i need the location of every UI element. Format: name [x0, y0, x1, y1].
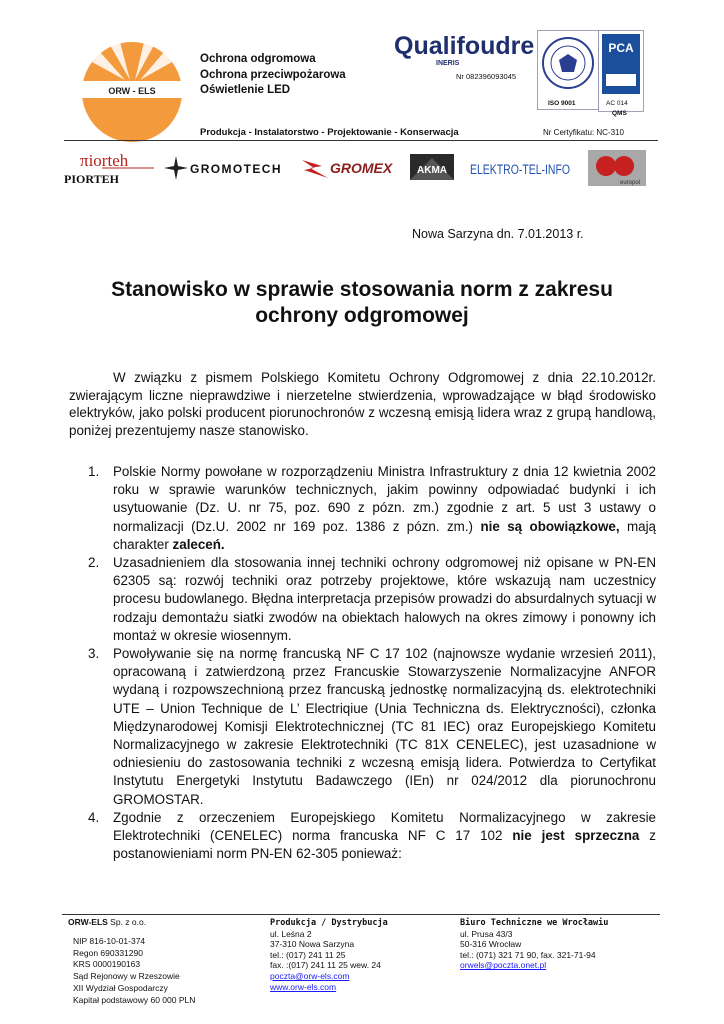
item-text: Zgodnie z orzeczeniem Europejskiego Komitetu Normalizacyjnego w zakresie Elektrotechniki (CENELEC) norma francuska NF C 17 102 [113, 809, 656, 844]
service-item: Oświetlenie LED [200, 84, 291, 96]
iso-label: ISO 9001 [548, 100, 576, 107]
certificate-number: Nr Certyfikatu: NC-310 [543, 128, 624, 137]
production-line: tel.: (017) 241 11 25 [270, 949, 346, 960]
gromotech-text: GROMOTECH [190, 162, 282, 176]
company-line: Sąd Rejonowy w Rzeszowie [73, 971, 180, 982]
title-line: ochrony odgromowej [255, 304, 469, 327]
letter-title [60, 277, 664, 329]
akma-text: AKMA [417, 165, 447, 176]
office-line: ul. Prusa 43/3 [460, 928, 513, 939]
piorteh-logo [62, 148, 158, 188]
header-services [200, 52, 346, 99]
qualifoudre-number: Nr 082396093045 [456, 72, 517, 81]
gromex-logo [300, 148, 392, 188]
orw-els-logo [80, 40, 184, 144]
item-text: Uzasadnieniem dla stosowania innej techniki ochrony odgromowej niż opisane w PN-EN 62305 są: rozwój techniki oraz potrzeby projektowe, które wskazują nam uczestnicy procesu budowlanego. Błędna interpretacja przepisów prowadzi do absurdalnych sytuacji w rodzaju demontażu siatki zwodów na obiektach halowych na okres zimowy i ponowny ich montaż w okresie wiosennym. [113, 555, 656, 643]
item-number: 2. [88, 555, 100, 571]
intro-paragraph: W związku z pismem Polskiego Komitetu Ochrony Odgromowej z dnia 22.10.2012r. zwierającym liczne nieprawdziwe i nierzetelne stwierdzenia, wprowadzające w błąd środowisko elektryków, jako polski producent piorunochronów z wczesną emisją lidera wraz z grupą handlową, poniżej prezentujemy nasze stanowisko. [69, 370, 656, 438]
pca-text: PCA [608, 41, 634, 55]
footer-wroclaw-office [460, 918, 608, 971]
europol-text: europol [620, 180, 641, 186]
header-divider [64, 140, 658, 141]
logo-text: ORW - ELS [108, 86, 156, 96]
list-item [88, 645, 656, 809]
footer-divider [62, 914, 660, 915]
company-line: Kapitał podstawowy 60 000 PLN [73, 994, 196, 1005]
production-line: ul. Leśna 2 [270, 928, 312, 939]
europol-logo [584, 148, 650, 188]
item-text: mają charakter [113, 518, 656, 552]
iso-9001-seal [537, 30, 599, 110]
office-heading: Biuro Techniczne we Wrocławiu [460, 918, 609, 928]
qualifoudre-sub: INERIS [436, 60, 460, 67]
company-line: Regon 690331290 [73, 947, 143, 958]
company-form: Sp. z o.o. [107, 917, 147, 927]
company-name: ORW-ELS [68, 917, 108, 927]
item-emphasis: nie jest sprzeczna [512, 828, 640, 844]
item-number: 1. [88, 464, 100, 479]
list-item [88, 463, 656, 554]
website-link[interactable]: www.orw-els.com [270, 981, 337, 992]
office-line: 50-316 Wrocław [460, 939, 522, 950]
company-line: KRS 0000190163 [73, 959, 141, 970]
pca-qms: QMS [612, 110, 627, 117]
item-text: Powoływanie się na normę francuską NF C 17 102 (najnowsze wydanie wrzesień 2011), opracowaną i zatwierdzoną przez Francuskie Stowarzyszenie Normalizacyjne ANFOR wydaną i rozpowszechnioną przez francuską jednostkę normalizacyjną ds. elektrotechniki UTE – Union Technique de L’ Electriqiue (Unia Techniczna ds. Elektryczności), członka Międzynarodowej Komisji Elektrotechnicznej (TC 81 IEC) oraz Europejskiego Komitetu Normalizacyjnego w zakresie Elektrotechniki (TC 81X CENELEC), jest uzasadnione w odniesieniu do zastosowania techniki z wczesną emisją lidera. Potwierdza to Certyfikat Instytutu Energetyki Instytutu Badawczego (IEn) nr 024/2012 dla piorunochronu GROMOSTAR. [113, 646, 656, 807]
office-email-link[interactable]: orwels@poczta.onet.pl [460, 960, 547, 971]
elektro-tel-info-logo [468, 148, 574, 188]
qualifoudre-logo [394, 28, 535, 68]
list-item [88, 809, 656, 864]
item-number: 4. [88, 809, 100, 825]
item-emphasis: zaleceń. [172, 536, 225, 552]
title-line: Stanowisko w sprawie stosowania norm z zakresu [111, 278, 613, 301]
production-heading: Produkcja / Dystrybucja [270, 918, 388, 928]
piorteh-text: PIORTEH [64, 172, 119, 186]
item-text: z postanowieniami norm PN-EN 62-305 ponieważ: [113, 828, 656, 862]
akma-logo [404, 148, 460, 188]
item-text: Polskie Normy powołane w rozporządzeniu Ministra Infrastruktury z dnia 12 kwietnia 2002 roku w sprawie warunków technicznych, jakim powinny odpowiadać budynki i ich usytuowanie (Dz. U. nr 75, poz. 690 z pózn. zm.) zgodnie z art. 5 ust 3 ustawy o normalizacji (Dz.U. 2002 nr 169 poz. 1386 z pózn. zm.) [113, 464, 656, 534]
production-email-link[interactable]: poczta@orw-els.com [270, 970, 350, 981]
gromotech-logo [162, 148, 290, 188]
header-tagline: Produkcja - Instalatorstwo - Projektowanie - Konserwacja [200, 127, 459, 138]
service-item: Ochrona odgromowa [200, 53, 316, 65]
production-line: 37-310 Nowa Sarzyna [270, 939, 355, 950]
company-line: XII Wydział Gospodarczy [73, 982, 168, 993]
item-number: 3. [88, 646, 100, 662]
gromex-text: GROMEX [330, 160, 393, 176]
item-emphasis: nie są obowiązkowe, [480, 518, 620, 534]
pca-code: AC 014 [606, 100, 628, 107]
qualifoudre-text: Qualifoudre [394, 32, 535, 60]
letter-date: Nowa Sarzyna dn. 7.01.2013 r. [412, 227, 584, 241]
office-line: tel.: (071) 321 71 90, fax. 321-71-94 [460, 949, 596, 960]
service-item: Ochrona przeciwpożarowa [200, 68, 346, 81]
footer-company [68, 917, 195, 1007]
position-list [88, 463, 656, 863]
footer-production [270, 918, 388, 992]
production-line: fax. :(017) 241 11 25 wew. 24 [270, 960, 381, 971]
elektro-text: ELEKTRO-TEL-INFO [470, 162, 570, 177]
piorteh-script: πiorteh [80, 151, 129, 170]
list-item [88, 554, 656, 645]
company-line: NIP 816-10-01-374 [73, 935, 146, 946]
